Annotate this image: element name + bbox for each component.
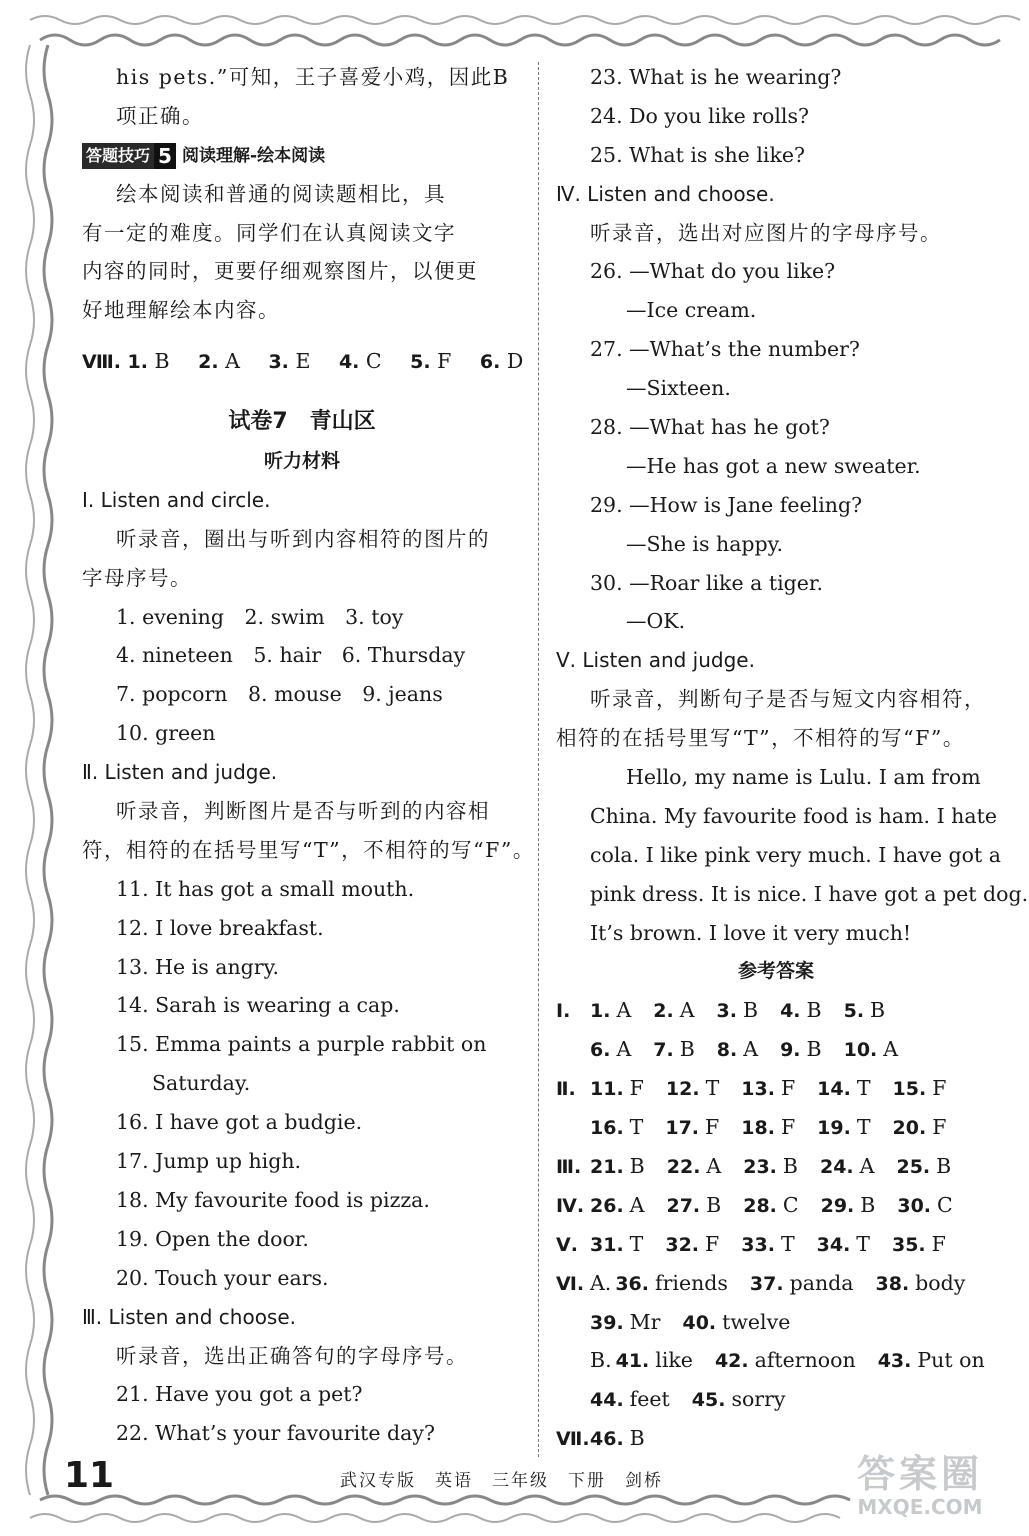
passage-line: China. My favourite food is ham. I hate	[590, 803, 997, 828]
section-4-instruction: 听录音，选出对应图片的字母序号。	[590, 220, 942, 245]
answer-num: 46.	[590, 1428, 624, 1451]
answer-num: 1.	[127, 351, 148, 374]
answer-roman: Ⅲ.	[556, 1155, 582, 1178]
answer-val: B	[629, 1153, 645, 1178]
list-item: 15. Emma paints a purple rabbit on	[116, 1032, 487, 1057]
answer-row	[556, 1264, 996, 1303]
dialog-answer: —Sixteen.	[626, 376, 731, 401]
answer-val: F	[437, 349, 452, 374]
dialog-question: 29. —How is Jane feeling?	[590, 492, 863, 517]
answer-num: 7.	[653, 1039, 674, 1062]
list-item: 22. What’s your favourite day?	[116, 1421, 435, 1446]
answer-num: 1.	[590, 1000, 611, 1023]
answer-key	[556, 991, 996, 1458]
tip-line-4: 好地理解绘本内容。	[82, 298, 280, 323]
answer-val: F	[780, 1076, 796, 1101]
list-item: 11. It has got a small mouth.	[116, 876, 415, 901]
answer-row	[556, 1147, 996, 1186]
answer-val: C	[937, 1192, 953, 1217]
right-column	[556, 58, 1029, 1458]
answer-val: T	[780, 1231, 795, 1256]
dialog-answer: —OK.	[626, 609, 686, 634]
tip-header	[82, 136, 522, 175]
list-item: 23. What is he wearing?	[590, 65, 842, 89]
answer-num: 3.	[268, 351, 289, 374]
answer-num: 11.	[590, 1078, 624, 1101]
answer-num: 4.	[338, 351, 360, 374]
answer-row	[556, 1225, 996, 1264]
answer-num: 44.	[590, 1389, 624, 1412]
answer-val: A	[225, 349, 240, 374]
answer-val: sorry	[731, 1387, 786, 1412]
section-2-instruction: 听录音，判断图片是否与听到的内容相	[116, 799, 490, 824]
answer-row	[556, 1341, 996, 1380]
list-item: 18. My favourite food is pizza.	[116, 1187, 430, 1212]
tip-line-3: 内容的同时，更要仔细观察图片，以便更	[82, 259, 478, 284]
list-item: 19. Open the door.	[116, 1226, 309, 1251]
section-1-words: 4. nineteen 5. hair 6. Thursday	[116, 643, 466, 668]
answer-num: 21.	[590, 1155, 624, 1178]
answer-val: F	[629, 1076, 644, 1101]
answer-num: 39.	[590, 1311, 624, 1334]
answer-val: B	[782, 1153, 798, 1178]
section-5-instruction: 听录音，判断句子是否与短文内容相符，	[590, 687, 986, 712]
paper-title: 试卷7 青山区	[228, 409, 376, 435]
list-item: 14. Sarah is wearing a cap.	[116, 993, 400, 1018]
answer-row	[556, 1030, 996, 1069]
answer-val: afternoon	[754, 1348, 856, 1373]
answer-row	[556, 1303, 996, 1342]
answer-num: 13.	[741, 1078, 775, 1101]
answer-num: 45.	[691, 1389, 726, 1412]
dialog-question: 30. —Roar like a tiger.	[590, 570, 823, 595]
section-1-heading: Ⅰ. Listen and circle.	[82, 487, 271, 512]
answer-val: Mr	[629, 1309, 661, 1334]
list-item: 13. He is angry.	[116, 954, 279, 979]
answer-num: 37.	[749, 1272, 784, 1295]
dialog-question: 28. —What has he got?	[590, 415, 830, 440]
answer-val: B	[629, 1426, 645, 1451]
passage-line: Hello, my name is Lulu. I am from	[626, 765, 981, 790]
footer-text: 武汉专版 英语 三年级 下册 剑桥	[340, 1471, 663, 1491]
left-column	[82, 58, 535, 1453]
answer-val: F	[932, 1115, 947, 1140]
answer-num: 28.	[743, 1194, 777, 1217]
answer-num: 41.	[615, 1350, 650, 1373]
dialog-question: 26. —What do you like?	[590, 259, 836, 284]
section-4-heading: Ⅳ. Listen and choose.	[556, 181, 775, 206]
answer-val: E	[295, 349, 311, 374]
answer-num: 25.	[896, 1155, 931, 1178]
answer-num: 16.	[590, 1117, 624, 1140]
answer-val: body	[915, 1270, 966, 1295]
answer-num: 22.	[666, 1155, 701, 1178]
answer-num: 6.	[479, 351, 501, 374]
answer-roman: Ⅷ.	[82, 351, 121, 374]
answer-num: 8.	[716, 1039, 738, 1062]
answer-num: 3.	[716, 1000, 737, 1023]
answer-roman: Ⅱ.	[556, 1078, 576, 1101]
tip-line-2: 有一定的难度。同学们在认真阅读文字	[82, 220, 456, 245]
tip-title: 阅读理解-绘本阅读	[182, 145, 326, 166]
answer-num: 35.	[891, 1233, 926, 1256]
answer-val: A	[629, 1192, 645, 1217]
answer-num: 18.	[741, 1117, 775, 1140]
answer-val: F	[705, 1231, 720, 1256]
dialog-answer: —Ice cream.	[626, 298, 757, 323]
answer-num: 29.	[820, 1194, 855, 1217]
section-1-instruction: 字母序号。	[82, 565, 192, 590]
tip-badge: 答题技巧	[82, 143, 154, 169]
list-item: 21. Have you got a pet?	[116, 1382, 363, 1407]
answer-num: 2.	[653, 1000, 674, 1023]
answer-val: panda	[789, 1270, 854, 1295]
section-1-instruction: 听录音，圈出与听到内容相符的图片的	[116, 526, 490, 551]
answer-num: 30.	[897, 1194, 932, 1217]
answer-num: 15.	[892, 1078, 927, 1101]
answer-val: A	[883, 1037, 899, 1062]
answer-val: T	[856, 1076, 871, 1101]
list-item: 17. Jump up high.	[116, 1149, 302, 1174]
answer-val: C	[782, 1192, 799, 1217]
answer-num: 31.	[590, 1233, 624, 1256]
answer-val: like	[655, 1348, 693, 1373]
answer-num: 27.	[666, 1194, 701, 1217]
watermark-bottom: MXQE.COM	[857, 1495, 983, 1519]
passage-line: cola. I like pink very much. I have got a	[590, 842, 1001, 867]
passage-line: pink dress. It is nice. I have got a pet dog.	[590, 881, 1029, 906]
column-divider	[538, 62, 539, 1457]
answer-val: C	[365, 349, 382, 374]
dialog-answer: —She is happy.	[626, 531, 784, 556]
answer-row	[556, 1069, 996, 1108]
answer-val: B	[806, 1037, 822, 1062]
answer-val: F	[932, 1076, 947, 1101]
intro-line-2: 项正确。	[116, 103, 204, 128]
section-1-words: 10. green	[116, 721, 216, 746]
answers-viii-row	[82, 342, 522, 381]
answer-val: B	[806, 998, 822, 1023]
answer-val: B	[706, 1192, 722, 1217]
answer-val: B	[154, 349, 170, 374]
answer-val: B	[870, 998, 886, 1023]
answer-num: 43.	[877, 1350, 912, 1373]
answer-row	[556, 1380, 996, 1419]
answer-roman: Ⅶ.	[556, 1428, 590, 1451]
answer-num: 17.	[665, 1117, 700, 1140]
list-item: 25. What is she like?	[590, 142, 805, 167]
answer-num: 20.	[892, 1117, 927, 1140]
answer-num: 33.	[741, 1233, 775, 1256]
answer-num: 9.	[780, 1039, 801, 1062]
answer-part-label: A.	[590, 1270, 612, 1295]
tip-number: 5	[154, 143, 176, 169]
answer-val: B	[860, 1192, 876, 1217]
answer-row	[556, 1186, 996, 1225]
section-2-instruction: 符，相符的在括号里写“T”，不相符的写“F”。	[82, 837, 535, 862]
answer-num: 5.	[843, 1000, 865, 1023]
answer-val: T	[629, 1115, 644, 1140]
section-1-words: 1. evening 2. swim 3. toy	[116, 604, 404, 629]
answer-num: 23.	[743, 1155, 777, 1178]
answer-num: 42.	[714, 1350, 749, 1373]
answer-val: F	[931, 1231, 946, 1256]
answer-val: T	[856, 1231, 870, 1256]
list-item: 20. Touch your ears.	[116, 1265, 329, 1290]
listening-title: 听力材料	[263, 450, 340, 473]
answer-val: F	[705, 1115, 720, 1140]
list-item: 16. I have got a budgie.	[116, 1110, 363, 1135]
dialog-answer: —He has got a new sweater.	[626, 453, 921, 478]
answer-val: T	[705, 1076, 720, 1101]
answer-num: 14.	[817, 1078, 851, 1101]
answer-roman: Ⅳ.	[556, 1194, 585, 1217]
answer-part-label: B.	[590, 1348, 612, 1373]
answer-val: B	[679, 1037, 695, 1062]
section-1-words: 7. popcorn 8. mouse 9. jeans	[116, 682, 443, 707]
answer-num: 36.	[615, 1272, 649, 1295]
tip-line-1: 绘本阅读和普通的阅读题相比，具	[116, 181, 446, 206]
passage-line: It’s brown. I love it very much!	[590, 920, 912, 945]
answer-num: 38.	[875, 1272, 910, 1295]
answer-val: F	[780, 1115, 796, 1140]
answer-val: Put on	[917, 1348, 985, 1373]
answer-num: 32.	[665, 1233, 700, 1256]
answer-val: T	[856, 1115, 871, 1140]
answers-title: 参考答案	[737, 960, 814, 983]
intro-line-1: his pets.”可知，王子喜爱小鸡，因此B	[116, 65, 510, 89]
dialog-question: 27. —What’s the number?	[590, 337, 860, 362]
answer-val: friends	[655, 1270, 728, 1295]
answer-val: A	[706, 1153, 722, 1178]
answer-num: 26.	[590, 1194, 624, 1217]
answer-val: D	[506, 349, 524, 374]
answer-num: 12.	[665, 1078, 700, 1101]
answer-roman: Ⅴ.	[556, 1233, 578, 1256]
section-3-instruction: 听录音，选出正确答句的字母序号。	[116, 1343, 468, 1368]
answer-num: 5.	[410, 351, 431, 374]
answer-val: T	[629, 1231, 644, 1256]
answer-num: 34.	[816, 1233, 851, 1256]
watermark-top: 答案圈	[856, 1452, 983, 1496]
answer-num: 10.	[843, 1039, 878, 1062]
answer-val: A	[859, 1153, 875, 1178]
answer-num: 24.	[819, 1155, 854, 1178]
list-item-continuation: Saturday.	[152, 1071, 251, 1096]
answer-num: 2.	[198, 351, 219, 374]
section-5-instruction: 相符的在括号里写“T”，不相符的写“F”。	[556, 726, 965, 751]
answer-val: B	[936, 1153, 952, 1178]
answer-num: 40.	[682, 1311, 717, 1334]
list-item: 24. Do you like rolls?	[590, 103, 810, 128]
watermark-logo	[825, 1452, 1015, 1528]
answer-val: A	[743, 1037, 759, 1062]
answer-val: twelve	[722, 1309, 791, 1334]
answer-num: 19.	[817, 1117, 851, 1140]
answer-row	[556, 991, 996, 1030]
answer-roman: Ⅰ.	[556, 1000, 571, 1023]
answer-val: B	[742, 998, 759, 1023]
list-item: 12. I love breakfast.	[116, 915, 324, 940]
answer-num: 6.	[590, 1039, 611, 1062]
answer-val: feet	[629, 1387, 670, 1412]
answer-val: A	[679, 998, 695, 1023]
answer-val: A	[616, 1037, 632, 1062]
answer-num: 4.	[780, 1000, 801, 1023]
answer-row	[556, 1108, 996, 1147]
section-3-heading: Ⅲ. Listen and choose.	[82, 1304, 297, 1329]
section-5-heading: Ⅴ. Listen and judge.	[556, 648, 755, 673]
section-2-heading: Ⅱ. Listen and judge.	[82, 760, 278, 785]
answer-val: A	[616, 998, 632, 1023]
answer-roman: Ⅵ.	[556, 1272, 585, 1295]
page-number: 11	[64, 1455, 115, 1496]
